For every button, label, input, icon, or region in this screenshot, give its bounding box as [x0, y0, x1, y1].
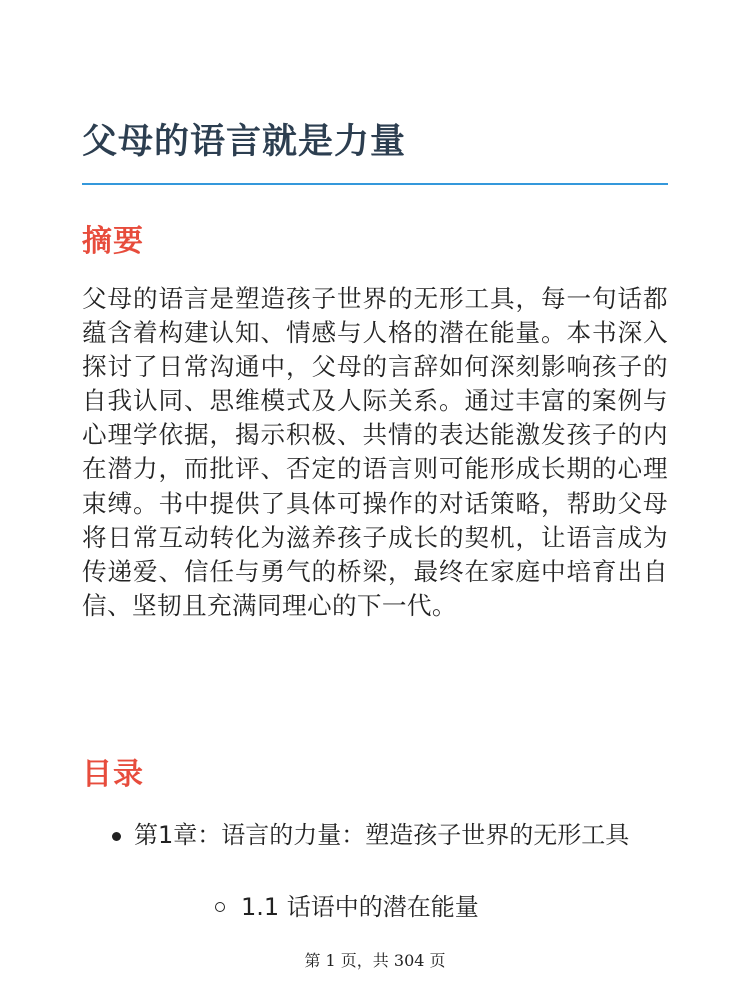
title-divider [82, 183, 668, 185]
page-number-footer: 第 1 页，共 304 页 [304, 951, 446, 970]
toc-section-label[interactable]: 1.1 话语中的潜在能量 [241, 893, 479, 921]
document-title: 父母的语言就是力量 [82, 122, 407, 162]
toc-section-item[interactable] [134, 890, 616, 924]
hollow-bullet-icon [215, 902, 225, 912]
toc-chapter-label[interactable]: 第1章：语言的力量：塑造孩子世界的无形工具 [134, 821, 630, 849]
toc-list [82, 818, 668, 924]
toc-chapter-item[interactable] [82, 818, 668, 924]
abstract-paragraph: 父母的语言是塑造孩子世界的无形工具，每一句话都蕴含着构建认知、情感与人格的潜在能量。本书深入探讨了日常沟通中，父母的言辞如何深刻影响孩子的自我认同、思维模式及人际关系。通过丰富的案例与心理学依据，揭示积极、共情的表达能激发孩子的内在潜力，而批评、否定的语言则可能形成长期的心理束缚。书中提供了具体可操作的对话策略，帮助父母将日常互动转化为滋养孩子成长的契机，让语言成为传递爱、信任与勇气的桥梁，最终在家庭中培育出自信、坚韧且充满同理心的下一代。 [82, 284, 668, 620]
toc-sublist [134, 890, 668, 924]
abstract-heading: 摘要 [82, 224, 144, 259]
bullet-icon [112, 832, 121, 841]
document-page [82, 0, 668, 1000]
toc-heading: 目录 [82, 757, 144, 792]
